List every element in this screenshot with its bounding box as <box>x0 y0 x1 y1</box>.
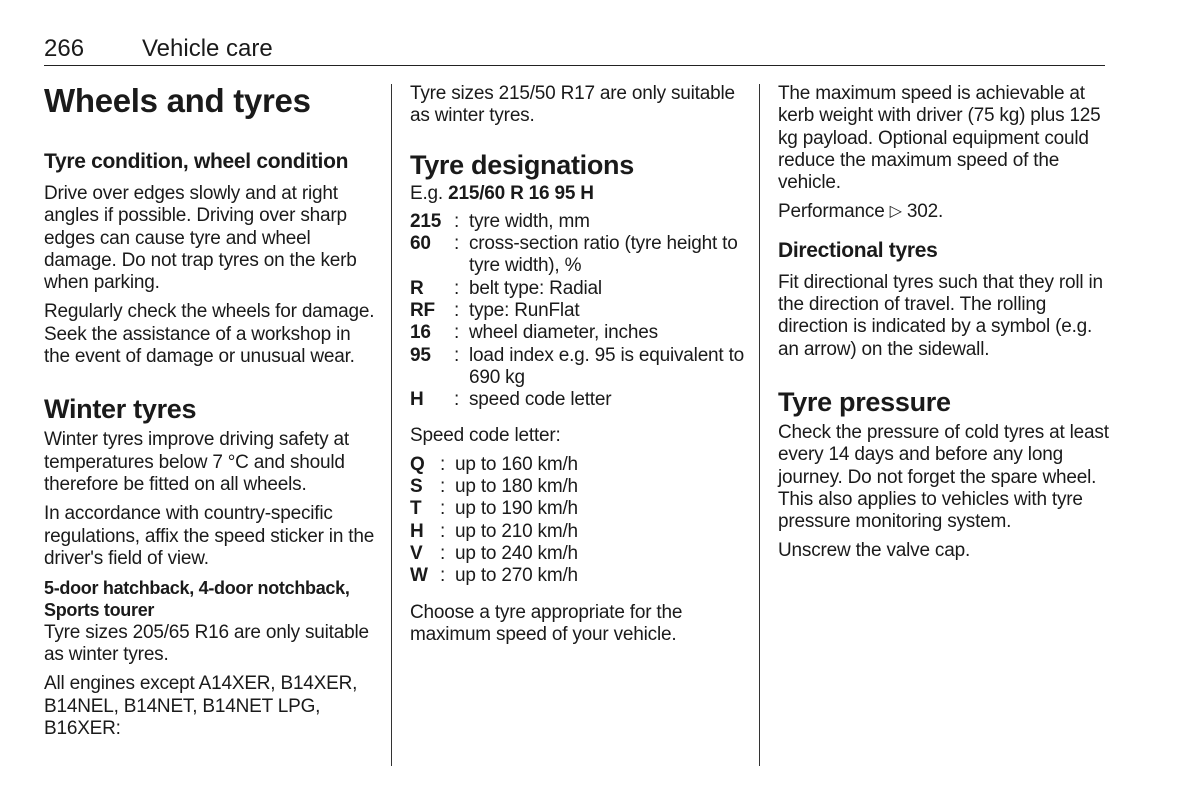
list-item: H : speed code letter <box>410 389 750 411</box>
item-key: R <box>410 277 424 299</box>
cross-reference-label: Performance <box>778 201 885 223</box>
paragraph: Check the pressure of cold tyres at least every 14 days and before any long journey. Do not forget the spare wheel. This also applies to vehicles with tyre pressure monitoring system. <box>778 421 1109 533</box>
speed-code-list <box>410 454 750 588</box>
item-key: T <box>410 498 422 520</box>
item-key: 60 <box>410 233 431 255</box>
list-item: Q : up to 160 km/h <box>410 454 750 476</box>
item-key: Q <box>410 453 425 475</box>
heading-winter-tyres: Winter tyres <box>44 394 197 425</box>
column-2 <box>410 82 750 646</box>
item-key: W <box>410 565 428 587</box>
speed-code-intro: Speed code letter: <box>410 424 561 446</box>
list-item: R : belt type: Radial <box>410 278 750 300</box>
item-value: up to 160 km/h <box>455 453 578 475</box>
list-item: 60 : cross-section ratio (tyre height to tyre width), % <box>410 233 750 278</box>
paragraph: In accordance with country-specific regulations, affix the speed sticker in the driver's field of view. <box>44 503 375 569</box>
item-value: belt type: Radial <box>469 277 602 299</box>
cross-reference <box>778 201 1110 223</box>
heading-tyre-pressure: Tyre pressure <box>778 386 951 417</box>
paragraph: All engines except A14XER, B14XER, B14NEL, B14NET, B14NET LPG, B16XER: <box>44 673 358 739</box>
paragraph: The maximum speed is achievable at kerb weight with driver (75 kg) plus 125 kg payload. Optional equipment could reduce the maximum speed of the vehicle. <box>778 83 1101 194</box>
item-key: 16 <box>410 322 431 344</box>
page-title: Wheels and tyres <box>44 82 311 119</box>
item-value: type: RunFlat <box>469 300 580 322</box>
paragraph: Fit directional tyres such that they roll in the direction of travel. The rolling direction is indicated by a symbol (e.g. an arrow) on the sidewall. <box>778 271 1103 360</box>
column-divider <box>759 84 760 766</box>
list-item: S : up to 180 km/h <box>410 476 750 498</box>
paragraph: Tyre sizes 215/50 R17 are only suitable as winter tyres. <box>410 83 735 127</box>
paragraph: Choose a tyre appropriate for the maximum speed of your vehicle. <box>410 601 683 645</box>
example-value: 215/60 R 16 95 H <box>448 182 594 204</box>
subheading-variants: 5-door hatchback, 4-door notchback, Sports tourer <box>44 578 350 621</box>
page-header <box>44 33 1105 66</box>
item-value: up to 240 km/h <box>455 543 578 565</box>
cross-reference-page: 302. <box>906 201 944 223</box>
designation-list <box>410 211 750 412</box>
section-title: Vehicle care <box>142 35 273 62</box>
item-value: cross-section ratio (tyre height to tyre width), % <box>469 233 738 277</box>
item-value: wheel diameter, inches <box>469 322 658 344</box>
item-value: load index e.g. 95 is equivalent to 690 kg <box>469 344 745 388</box>
reference-arrow-icon: ▷ <box>889 203 902 221</box>
item-key: H <box>410 389 424 411</box>
item-key: 215 <box>410 210 442 232</box>
paragraph: Winter tyres improve driving safety at temperatures below 7 °C and should therefore be fitted on all wheels. <box>44 429 349 495</box>
list-item: 95 : load index e.g. 95 is equivalent to 690 kg <box>410 345 750 390</box>
paragraph: Drive over edges slowly and at right angles if possible. Driving over sharp edges can cause tyre and wheel damage. Do not trap tyres on the kerb when parking. <box>44 183 357 294</box>
item-value: tyre width, mm <box>469 210 590 232</box>
paragraph: Regularly check the wheels for damage. Seek the assistance of a workshop in the event of damage or unusual wear. <box>44 301 375 368</box>
item-value: up to 190 km/h <box>455 498 578 520</box>
list-item: H : up to 210 km/h <box>410 521 750 543</box>
list-item: W : up to 270 km/h <box>410 565 750 587</box>
example-prefix: E.g. <box>410 182 443 204</box>
list-item: V : up to 240 km/h <box>410 543 750 565</box>
column-divider <box>391 84 392 766</box>
column-3 <box>778 82 1110 563</box>
item-value: up to 210 km/h <box>455 520 578 542</box>
heading-directional-tyres: Directional tyres <box>778 238 938 262</box>
item-key: V <box>410 543 423 565</box>
item-key: H <box>410 520 424 542</box>
item-value: speed code letter <box>469 389 612 411</box>
column-1 <box>44 82 376 740</box>
item-key: RF <box>410 300 435 322</box>
list-item: 215 : tyre width, mm <box>410 211 750 233</box>
heading-tyre-condition: Tyre condition, wheel condition <box>44 150 349 173</box>
list-item: RF : type: RunFlat <box>410 300 750 322</box>
list-item: T : up to 190 km/h <box>410 498 750 520</box>
item-value: up to 270 km/h <box>455 565 578 587</box>
list-item: 16 : wheel diameter, inches <box>410 322 750 344</box>
heading-tyre-designations: Tyre designations <box>410 149 634 180</box>
item-key: S <box>410 476 423 498</box>
designation-example <box>410 183 750 205</box>
item-key: 95 <box>410 344 431 366</box>
paragraph: Unscrew the valve cap. <box>778 540 971 562</box>
item-value: up to 180 km/h <box>455 476 578 498</box>
page-number: 266 <box>44 35 85 62</box>
paragraph: Tyre sizes 205/65 R16 are only suitable as winter tyres. <box>44 621 369 666</box>
